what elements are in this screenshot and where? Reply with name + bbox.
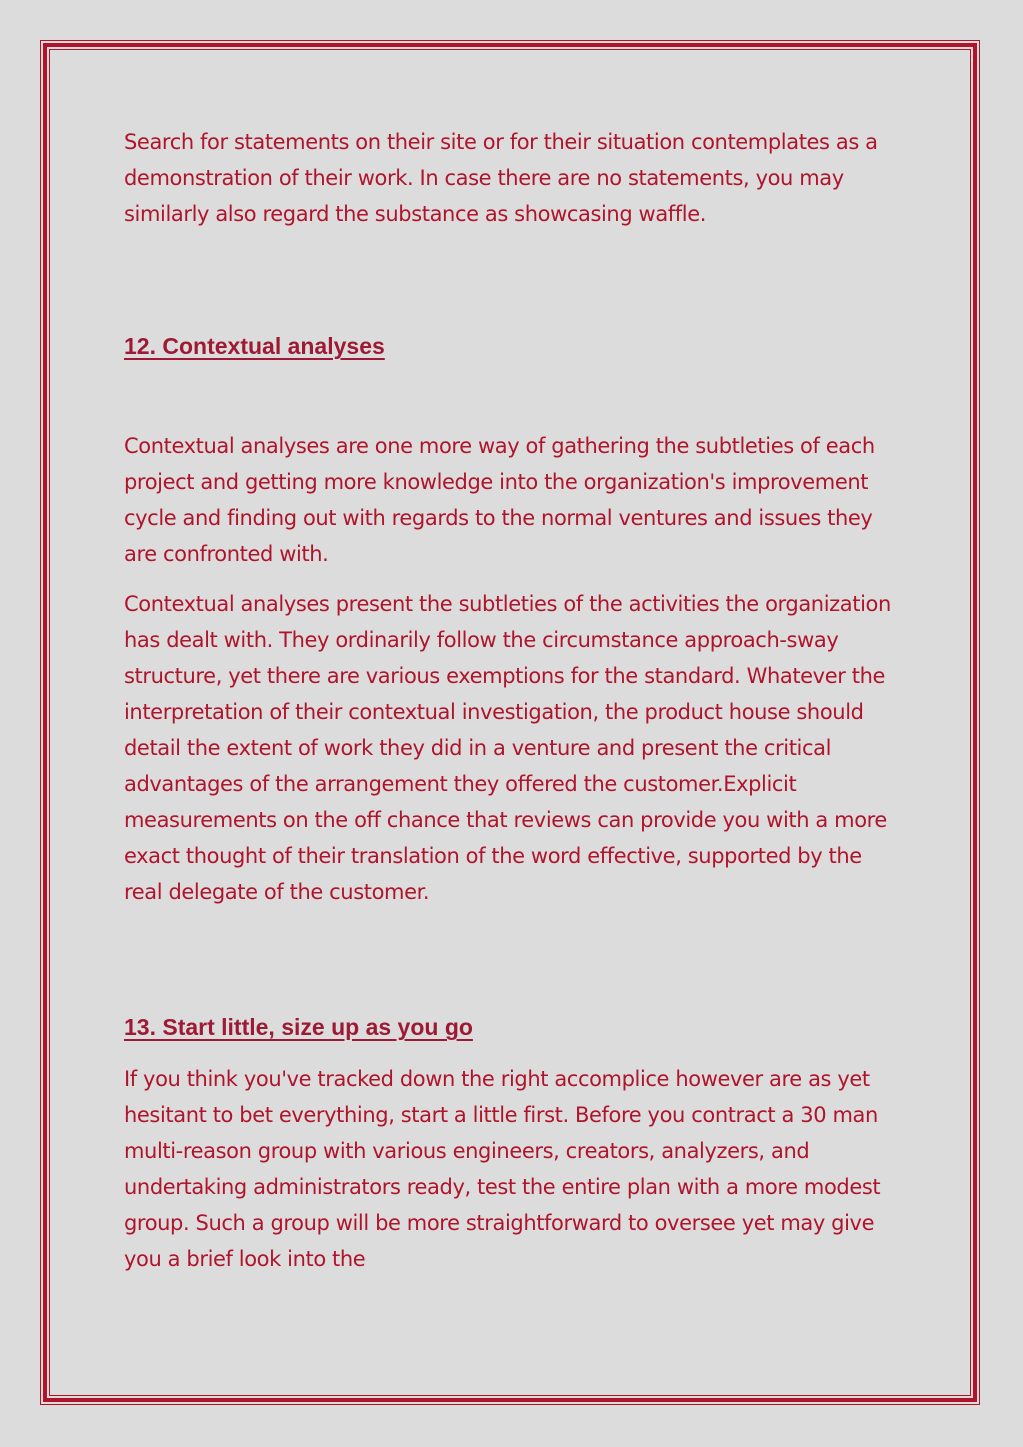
paragraph-contextual-2: Contextual analyses present the subtleties of the activities the organization has dealt with. They ordinarily follow the circumstance approach-sway structure, yet there are various exemptions for the standard. Whatever the interpretation of their contextual investigation, the product house should detail the extent of work they did in a venture and present the critical advantages of the arrangement they offered the customer.Explicit measurements on the off chance that reviews can provide you with a more exact thought of their translation of the word effective, supported by the real delegate of the customer.	[124, 592, 891, 904]
section-heading-13: 13. Start little, size up as you go	[124, 1014, 473, 1040]
section-heading-12: 12. Contextual analyses	[124, 333, 385, 359]
paragraph-contextual-1: Contextual analyses are one more way of gathering the subtleties of each project and getting more knowledge into the organization's improvement cycle and finding out with regards to the normal ventures and issues they are confronted with.	[124, 434, 875, 566]
paragraph-intro: Search for statements on their site or for their situation contemplates as a demonstration of their work. In case there are no statements, you may similarly also regard the substance as showcasing waffle.	[124, 130, 878, 226]
paragraph-start-little: If you think you've tracked down the right accomplice however are as yet hesitant to bet everything, start a little first. Before you contract a 30 man multi-reason group with various engineers, creators, analyzers, and undertaking administrators ready, test the entire plan with a more modest group. Such a group will be more straightforward to oversee yet may give you a brief look into the	[124, 1067, 881, 1271]
